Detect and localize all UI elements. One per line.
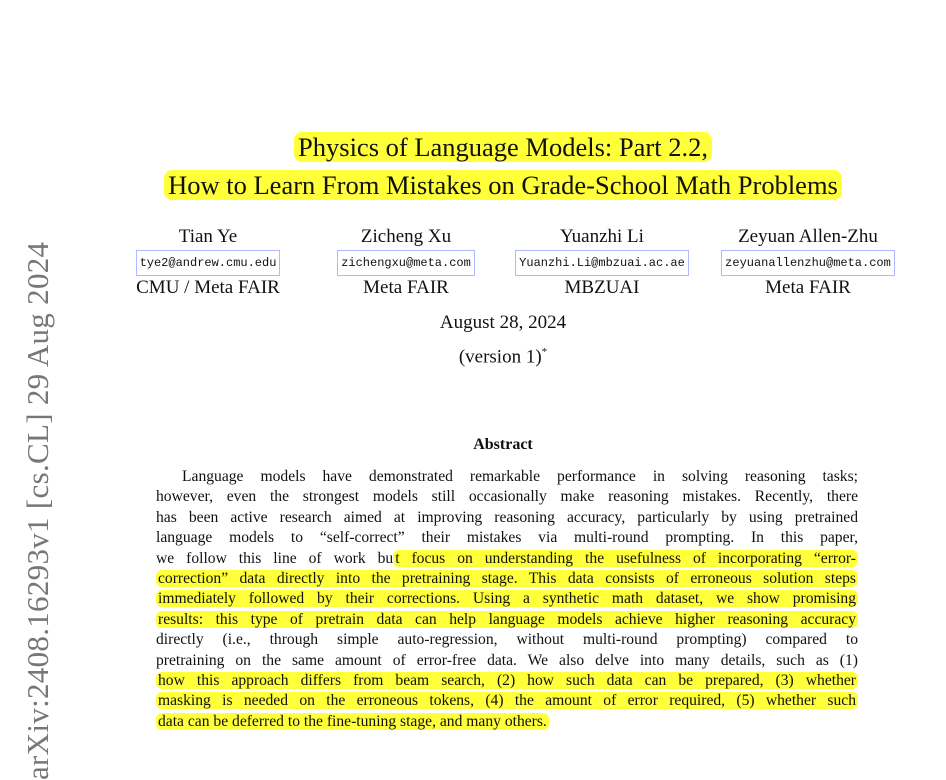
abstract-highlight: immediately followed by their corrections. Using a synthetic math dataset, we show promising [158, 590, 856, 608]
abstract-highlight: results: this type of pretrain data can help language models achieve higher reasoning accuracy [158, 610, 856, 628]
abstract-line-text: language models to “self-correct” their mistakes via multi-round prompting. In this paper, [156, 529, 858, 547]
author-affiliation: MBZUAI [564, 277, 640, 298]
abstract-line [156, 691, 858, 711]
author-list [0, 226, 946, 296]
version-note [60, 346, 946, 368]
author-email-link[interactable]: zichengxu@meta.com [337, 250, 475, 276]
abstract-line [156, 508, 858, 528]
version-label: (version 1) [458, 346, 542, 368]
arxiv-identifier-stamp [0, 0, 60, 780]
abstract-line [156, 528, 858, 548]
abstract-line [156, 712, 858, 732]
author-name: Tian Ye [178, 226, 238, 247]
abstract-line [156, 549, 858, 569]
title-line-1: Physics of Language Models: Part 2.2, [294, 132, 712, 162]
abstract-line [156, 467, 858, 487]
abstract-line-text: has been active research aimed at improving reasoning accuracy, particularly by using pretrained [156, 508, 858, 526]
paper-title [60, 128, 946, 204]
abstract-line [156, 589, 858, 609]
abstract-highlight: how this approach differs from beam search, (2) how such data can be prepared, (3) whether [158, 671, 856, 689]
abstract-line [156, 487, 858, 507]
author-name: Zeyuan Allen-Zhu [738, 226, 878, 247]
abstract-line-text: however, even the strongest models still occasionally make reasoning mistakes. Recently, there [156, 488, 858, 506]
abstract-highlight: masking is needed on the erroneous tokens, (4) the amount of error required, (5) whether such [158, 692, 856, 710]
publication-date: August 28, 2024 [439, 312, 567, 333]
author-affiliation: CMU / Meta FAIR [136, 277, 280, 298]
abstract-line-text: we follow this line of work bu [156, 549, 394, 567]
author-email-link[interactable]: tye2@andrew.cmu.edu [136, 250, 281, 276]
abstract-heading: Abstract [473, 436, 533, 453]
abstract-line [156, 651, 858, 671]
abstract-line [156, 630, 858, 650]
author-email-link[interactable]: Yuanzhi.Li@mbzuai.ac.ae [515, 250, 689, 276]
abstract-text [156, 467, 858, 732]
abstract-highlight: correction” data directly into the pretraining stage. This data consists of erroneous solution steps [158, 569, 856, 587]
abstract-line-text: pretraining on the same amount of error-free data. We also delve into many details, such as (1) [156, 651, 858, 669]
version-footnote-mark[interactable]: * [541, 346, 548, 358]
author-affiliation: Meta FAIR [765, 277, 851, 298]
author-name: Yuanzhi Li [560, 226, 644, 247]
author-affiliation: Meta FAIR [363, 277, 449, 298]
title-line-2: How to Learn From Mistakes on Grade-School Math Problems [164, 170, 842, 200]
author-name: Zicheng Xu [360, 226, 452, 247]
author-email-link[interactable]: zeyuanallenzhu@meta.com [721, 250, 895, 276]
abstract-line-text: Language models have demonstrated remarkable performance in solving reasoning tasks; [182, 468, 858, 485]
abstract-line-text: directly (i.e., through simple auto-regression, without multi-round prompting) compared to [156, 631, 858, 649]
author-block [502, 226, 702, 298]
author-block [108, 226, 308, 298]
abstract-highlight: t focus on understanding the usefulness of incorporating “error- [395, 549, 856, 567]
abstract-line [156, 610, 858, 630]
author-block [708, 226, 908, 298]
abstract-line [156, 671, 858, 691]
arxiv-stamp-text: arXiv:2408.16293v1 [cs.CL] 29 Aug 2024 [20, 241, 55, 780]
abstract-highlight: data can be deferred to the fine-tuning stage, and many others. [158, 712, 547, 730]
author-block [306, 226, 506, 298]
abstract-line [156, 569, 858, 589]
